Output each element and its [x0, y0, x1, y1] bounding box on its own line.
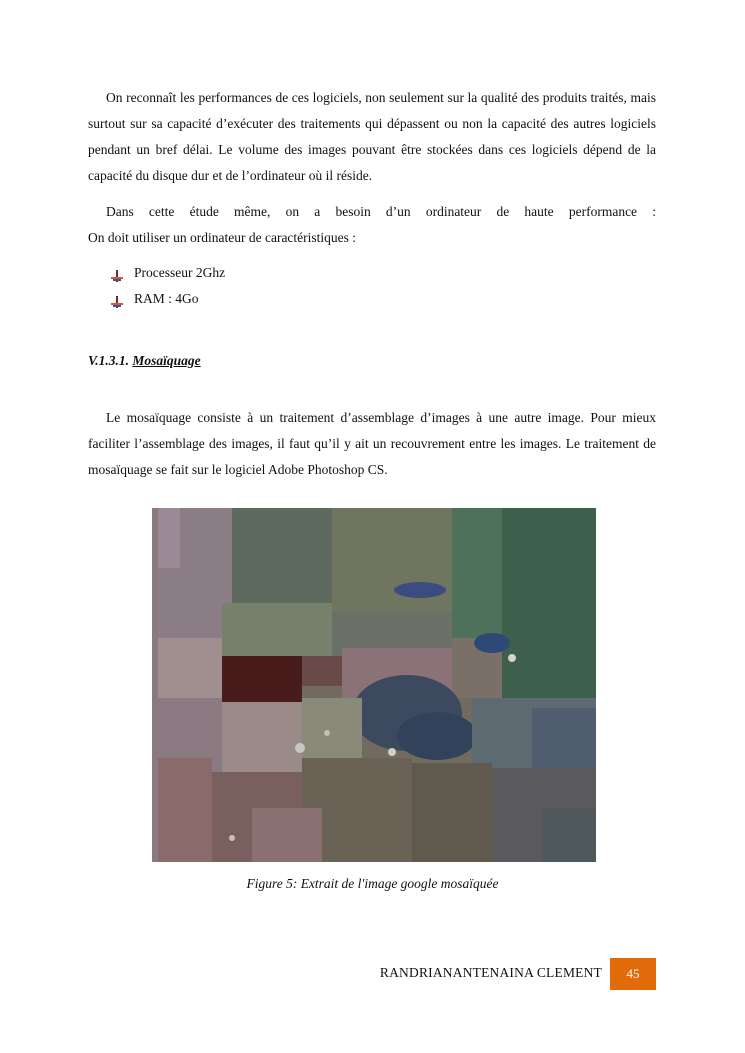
paragraph-mosaic-text: Le mosaïquage consiste à un traitement d’assemblage d’images à une autre image. Pour mieux faciliter l’assemblage des images, il faut qu’il y ait un recouvrement entre les images. Le traitement de mosaïquage se fait sur le logiciel Adobe Photoshop CS.: [88, 410, 656, 477]
list-item: [110, 260, 225, 286]
spec-processor: Processeur 2Ghz: [134, 265, 226, 280]
section-number: V.1.3.1.: [88, 353, 130, 368]
pin-marker-icon: [110, 292, 124, 306]
paragraph-requirements: [88, 199, 656, 251]
pin-marker-icon: [110, 266, 124, 280]
paragraph-performance-text: On reconnaît les performances de ces logiciels, non seulement sur la qualité des produits traités, mais surtout sur sa capacité d’exécuter des traitements qui dépassent ou non la capacité des autres logiciels pendant un bref délai. Le volume des images pouvant être stockées dans ces logiciels dépend de la capacité du disque dur et de l’ordinateur où il réside.: [88, 90, 656, 183]
mosaic-satellite-image: [152, 508, 596, 862]
paragraph-performance: [88, 85, 656, 189]
section-title: Mosaïquage: [132, 353, 201, 368]
paragraph-mosaic: [88, 405, 656, 483]
spec-list: [110, 260, 225, 312]
paragraph-requirements-line2: On doit utiliser un ordinateur de caractéristiques :: [88, 230, 357, 245]
spec-ram: RAM : 4Go: [134, 291, 199, 306]
page-number-badge: 45: [610, 958, 656, 990]
list-item: [110, 286, 225, 312]
section-heading: [88, 353, 201, 369]
footer-author: RANDRIANANTENAINA CLEMENT: [379, 965, 602, 980]
paragraph-requirements-line1: Dans cette étude même, on a besoin d’un ordinateur de haute performance :: [106, 204, 656, 219]
figure-caption: Figure 5: Extrait de l'image google mosaïquée: [246, 876, 499, 891]
